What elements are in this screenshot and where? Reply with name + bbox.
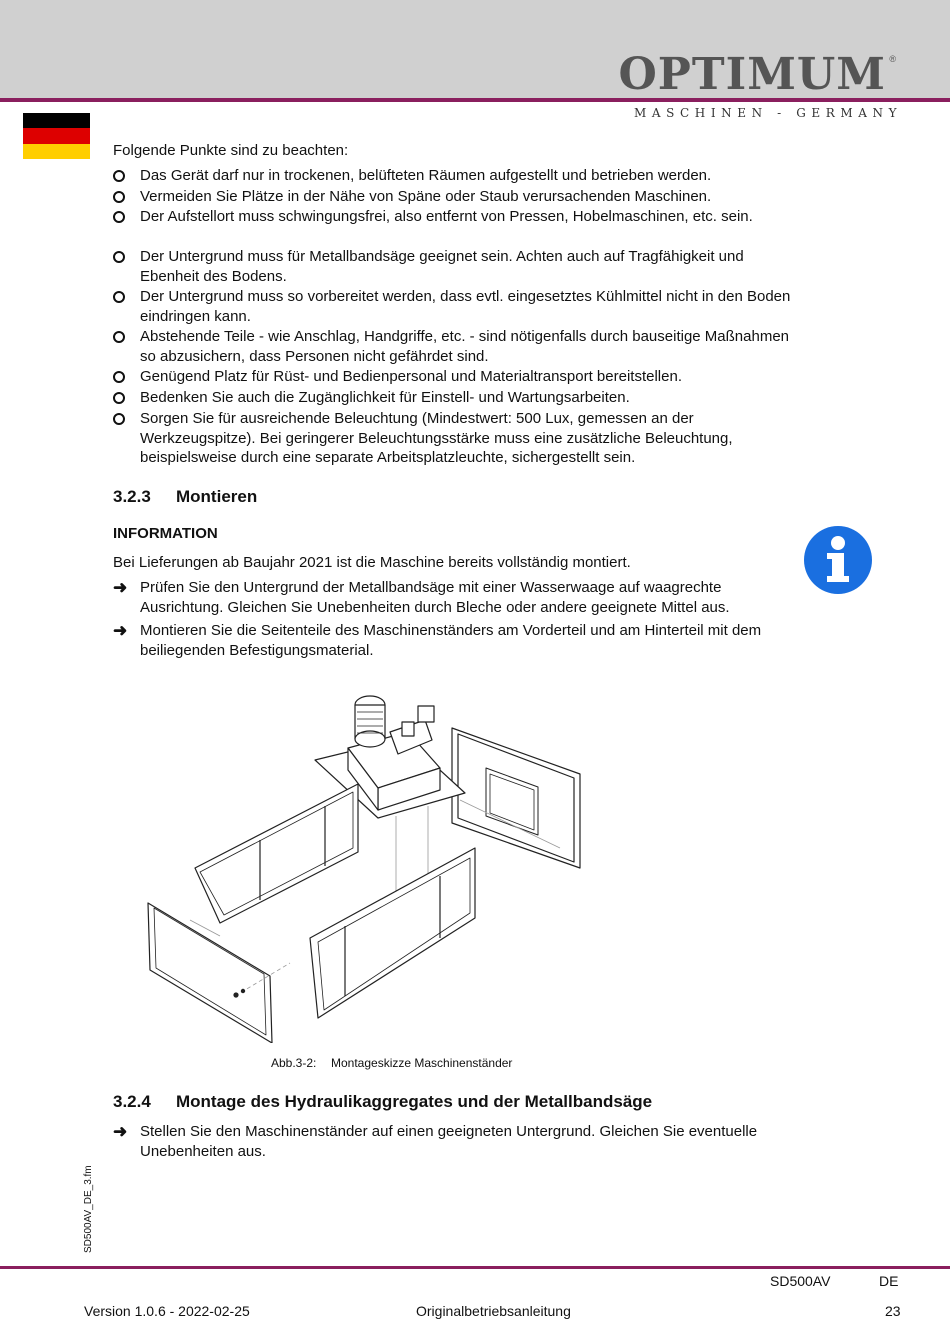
logo-registered-mark: ® [889, 54, 896, 64]
list-item: Vermeiden Sie Plätze in der Nähe von Späne oder Staub verursachenden Maschinen. [113, 187, 803, 207]
list-item: Das Gerät darf nur in trockenen, belüfteten Räumen aufgestellt und betrieben werden. [113, 166, 803, 186]
optimum-logo [618, 49, 903, 122]
arrow-icon: ➜ [113, 1122, 128, 1141]
bullet-icon [113, 191, 125, 203]
list-item: Abstehende Teile - wie Anschlag, Handgriffe, etc. - sind nötigenfalls durch bauseitige Maßnahmen so abzusichern, dass Personen nicht gefährdet sind. [113, 327, 803, 366]
bullet-icon [113, 371, 125, 383]
footer-rule [0, 1266, 950, 1269]
bullet-icon [113, 211, 125, 223]
bullet-icon [113, 291, 125, 303]
front-frame [310, 848, 475, 1018]
list-item: Sorgen Sie für ausreichende Beleuchtung (Mindestwert: 500 Lux, gemessen an der Werkzeugspitze). Bei geringerer Beleuchtungsstärke muss eine zusätzliche Beleuchtung, beispielsweise durch eine separate Arbeitsplatzleuchte, sichergestellt sein. [113, 409, 803, 468]
bullet-icon [113, 170, 125, 182]
footer-language: DE [879, 1273, 899, 1289]
section-heading-323: 3.2.3 Montieren [113, 487, 258, 506]
arrow-icon: ➜ [113, 621, 128, 640]
bullet-icon [113, 392, 125, 404]
back-panel [452, 728, 580, 868]
caption-text: Montageskizze Maschinenständer [331, 1056, 513, 1070]
step-item: ➜ Prüfen Sie den Untergrund der Metallbandsäge mit einer Wasserwaage auf waagrechte Ausrichtung. Gleichen Sie Unebenheiten durch Bleche oder andere geeignete Mittel aus. [113, 578, 730, 616]
bullet-icon [113, 251, 125, 263]
logo-subtitle: MASCHINEN - GERMANY [634, 106, 903, 120]
bullet-icon [113, 413, 125, 425]
rear-frame [195, 784, 358, 923]
bullet-icon [113, 331, 125, 343]
footer-version: Version 1.0.6 - 2022-02-25 [84, 1303, 250, 1319]
page-number: 23 [885, 1303, 901, 1319]
assembly-sketch-figure [140, 688, 600, 1043]
step-item: ➜ Stellen Sie den Maschinenständer auf einen geeigneten Untergrund. Gleichen Sie eventuelle Unebenheiten aus. [113, 1122, 758, 1160]
logo-name: OPTIMUM [618, 49, 886, 100]
german-flag-icon [23, 113, 90, 159]
info-label: INFORMATION [113, 525, 218, 542]
info-text: Bei Lieferungen ab Baujahr 2021 ist die Maschine bereits vollständig montiert. [113, 554, 631, 571]
intro-text: Folgende Punkte sind zu beachten: [113, 142, 349, 159]
section-heading-324: 3.2.4 Montage des Hydraulikaggregates und der Metallbandsäge [113, 1092, 653, 1111]
footer-model: SD500AV [770, 1273, 831, 1289]
list-item: Bedenken Sie auch die Zugänglichkeit für Einstell- und Wartungsarbeiten. [113, 388, 803, 408]
footer-doc-type: Originalbetriebsanleitung [416, 1303, 571, 1319]
list-item: Der Untergrund muss für Metallbandsäge geeignet sein. Achten auch auf Tragfähigkeit und Ebenheit des Bodens. [113, 247, 803, 286]
list-item: Genügend Platz für Rüst- und Bedienpersonal und Materialtransport bereitstellen. [113, 367, 803, 387]
figure-caption [271, 1056, 512, 1070]
file-name-note: SD500AV_DE_3.fm [83, 1165, 94, 1253]
left-side-panel [148, 903, 272, 1043]
information-icon [804, 526, 872, 594]
caption-label: Abb.3-2: [271, 1056, 317, 1070]
list-item: Der Untergrund muss so vorbereitet werden, dass evtl. eingesetztes Kühlmittel nicht in den Boden eindringen kann. [113, 287, 803, 326]
list-item: Der Aufstellort muss schwingungsfrei, also entfernt von Pressen, Hobelmaschinen, etc. sein. [113, 207, 803, 227]
arrow-icon: ➜ [113, 578, 128, 597]
step-item: ➜ Montieren Sie die Seitenteile des Maschinenständers am Vorderteil und am Hinterteil mit dem beiliegenden Befestigungsmaterial. [113, 621, 762, 659]
